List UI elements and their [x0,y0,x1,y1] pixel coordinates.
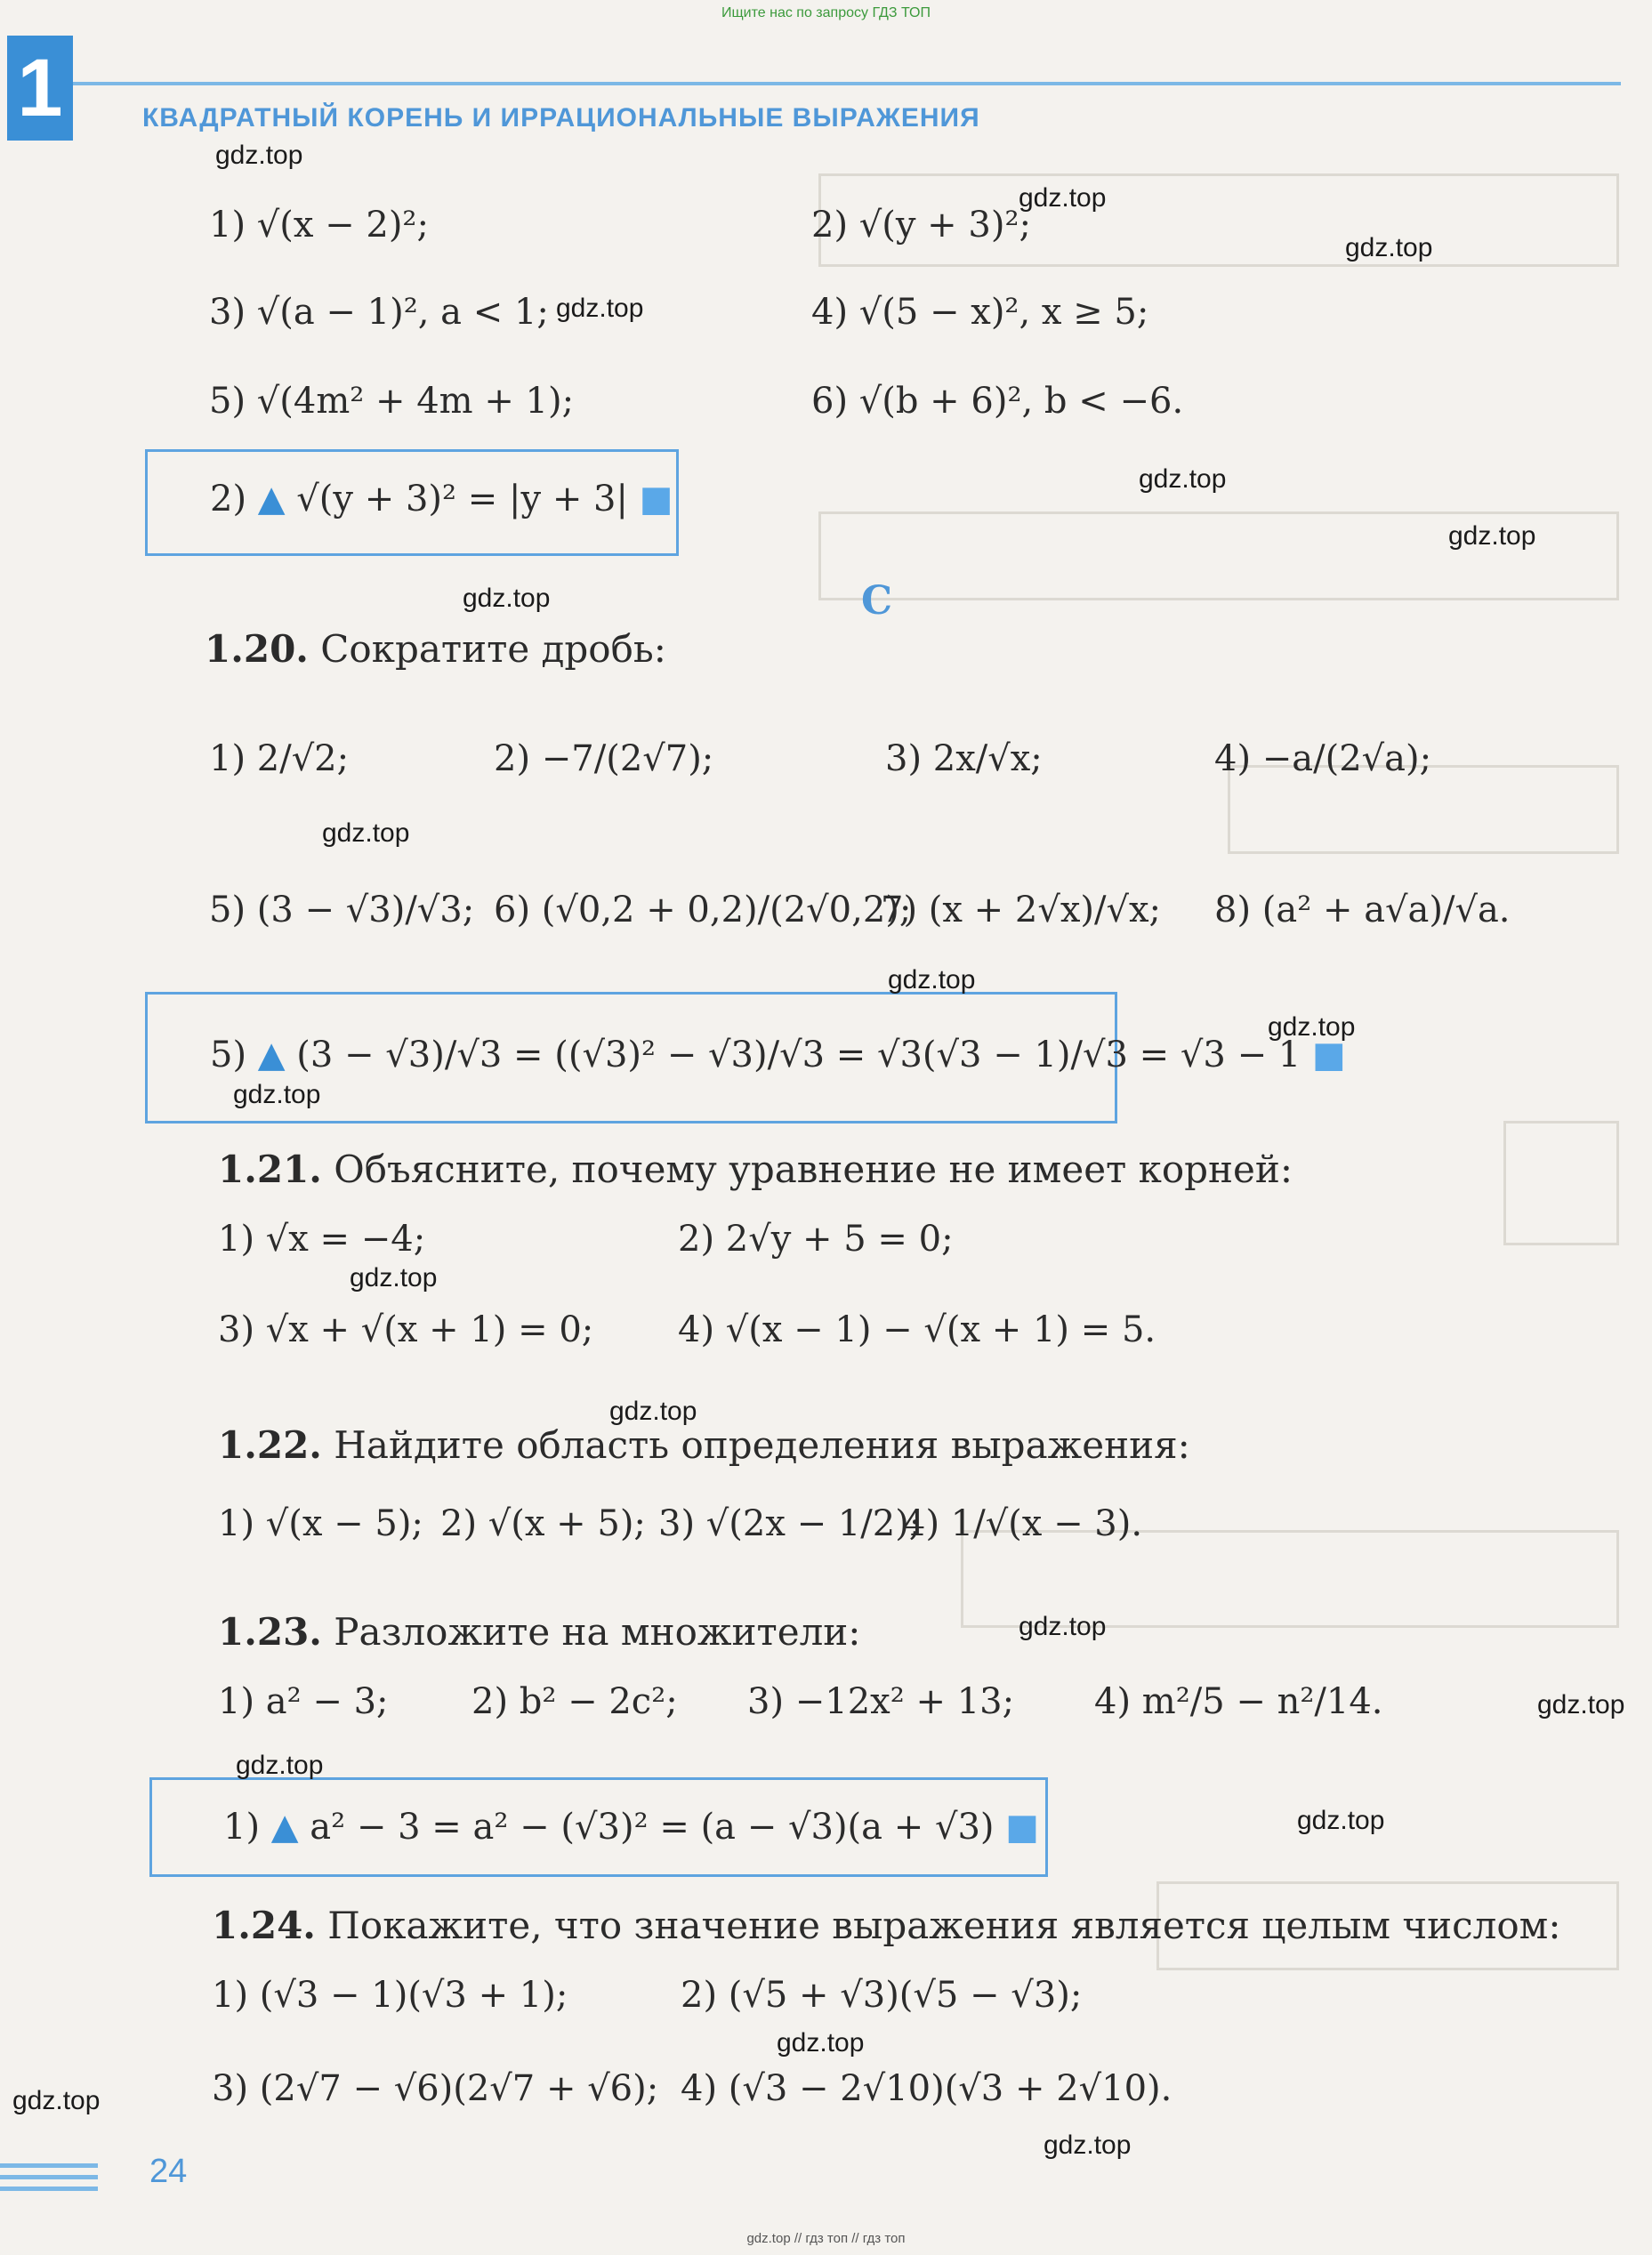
task-title: Разложите на множители: [334,1610,861,1654]
exercise-item: 1) (√3 − 1)(√3 + 1); [212,1975,568,2016]
task-1-24-heading [212,1904,1560,1947]
exercise-item: 1) √(x − 2)²; [209,205,429,246]
exercise-item: 4) (√3 − 2√10)(√3 + 2√10). [681,2068,1173,2109]
top-note: Ищите нас по запросу ГДЗ ТОП [721,5,931,20]
watermark: gdz.top [609,1397,697,1426]
exercise-item: 3) 2x/√x; [885,738,1043,779]
watermark: gdz.top [12,2086,101,2115]
footer-note: gdz.top // гдз топ // гдз топ [746,2231,906,2246]
exercise-item: 5) √(4m² + 4m + 1); [209,381,575,422]
solution-start-icon: ▲ [270,1807,299,1848]
watermark: gdz.top [888,965,976,995]
solution-start-icon: ▲ [257,1035,286,1075]
page-number: 24 [149,2153,188,2190]
example-text: 2) ▲ √(y + 3)² = |y + 3| ■ [210,479,673,519]
exercise-item: 3) √(a − 1)², a < 1; [209,292,549,333]
task-title: Объясните, почему уравнение не имеет корней: [334,1148,1293,1191]
task-1-21-heading [218,1148,1293,1191]
exercise-item: 4) √(5 − x)², x ≥ 5; [811,292,1149,333]
example-text: 5) ▲ (3 − √3)/√3 = ((√3)² − √3)/√3 = √3(√3 − 1)/√3 = √3 − 1 ■ [210,1035,1346,1075]
exercise-item: 1) a² − 3; [218,1681,389,1722]
exercise-item: 8) (a² + a√a)/√a. [1214,890,1511,930]
exercise-item: 4) √(x − 1) − √(x + 1) = 5. [678,1309,1156,1350]
task-1-22-heading [218,1423,1190,1467]
watermark: gdz.top [777,2028,865,2058]
watermark: gdz.top [556,294,644,323]
task-number: 1.22. [218,1423,322,1467]
task-1-20-heading [205,627,666,671]
watermark: gdz.top [350,1263,438,1293]
bleed-through-box [1503,1121,1619,1245]
task-title: Покажите, что значение выражения является целым числом: [327,1904,1561,1947]
section-letter: C [861,578,893,624]
watermark: gdz.top [322,818,410,848]
watermark: gdz.top [215,141,303,170]
exercise-item: 1) 2/√2; [209,738,350,779]
exercise-item: 1) √(x − 5); [218,1503,423,1544]
watermark: gdz.top [1139,464,1227,494]
exercise-item: 6) (√0,2 + 0,2)/(2√0,2); [494,890,912,930]
task-title: Найдите область определения выражения: [334,1423,1190,1467]
exercise-item: 1) √x = −4; [218,1219,426,1260]
exercise-item: 5) (3 − √3)/√3; [209,890,475,930]
solution-end-icon: ■ [639,479,673,519]
chapter-title: КВАДРАТНЫЙ КОРЕНЬ И ИРРАЦИОНАЛЬНЫЕ ВЫРАЖЕНИЯ [142,103,980,133]
chapter-tab: 1 [7,36,73,141]
example-box [145,449,679,556]
task-number: 1.21. [218,1148,322,1191]
task-title: Сократите дробь: [320,627,666,671]
watermark: gdz.top [1448,521,1536,551]
exercise-item: 4) 1/√(x − 3). [903,1503,1143,1544]
page-number-bars [0,2163,98,2198]
watermark: gdz.top [1268,1012,1356,1042]
solution-end-icon: ■ [1005,1807,1040,1848]
header-rule [73,82,1621,85]
task-number: 1.23. [218,1610,322,1654]
exercise-item: 2) 2√y + 5 = 0; [678,1219,954,1260]
solution-start-icon: ▲ [257,479,286,519]
solution-end-icon: ■ [1311,1035,1346,1075]
exercise-item: 2) (√5 + √3)(√5 − √3); [681,1975,1083,2016]
exercise-item: 3) (2√7 − √6)(2√7 + √6); [212,2068,659,2109]
example-text: 1) ▲ a² − 3 = a² − (√3)² = (a − √3)(a + √3) ■ [223,1807,1040,1848]
exercise-item: 3) √(2x − 1/2); [658,1503,922,1544]
watermark: gdz.top [1345,233,1433,262]
exercise-item: 3) √x + √(x + 1) = 0; [218,1309,594,1350]
watermark: gdz.top [463,584,551,613]
watermark: gdz.top [1019,1612,1107,1641]
exercise-item: 2) √(x + 5); [440,1503,646,1544]
task-number: 1.20. [205,627,309,671]
watermark: gdz.top [1044,2130,1132,2160]
exercise-item: 2) −7/(2√7); [494,738,714,779]
task-1-23-heading [218,1610,860,1654]
exercise-item: 6) √(b + 6)², b < −6. [811,381,1184,422]
exercise-item: 2) b² − 2c²; [471,1681,678,1722]
exercise-item: 4) m²/5 − n²/14. [1094,1681,1383,1722]
watermark: gdz.top [233,1080,321,1109]
watermark: gdz.top [1537,1690,1625,1719]
watermark: gdz.top [1297,1806,1385,1835]
watermark: gdz.top [236,1751,324,1780]
task-number: 1.24. [212,1904,316,1947]
exercise-item: 4) −a/(2√a); [1214,738,1432,779]
exercise-item: 7) (x + 2√x)/√x; [881,890,1161,930]
watermark: gdz.top [1019,183,1107,213]
example-box [149,1777,1048,1877]
exercise-item: 3) −12x² + 13; [747,1681,1015,1722]
exercise-item: 2) √(y + 3)²; [811,205,1031,246]
